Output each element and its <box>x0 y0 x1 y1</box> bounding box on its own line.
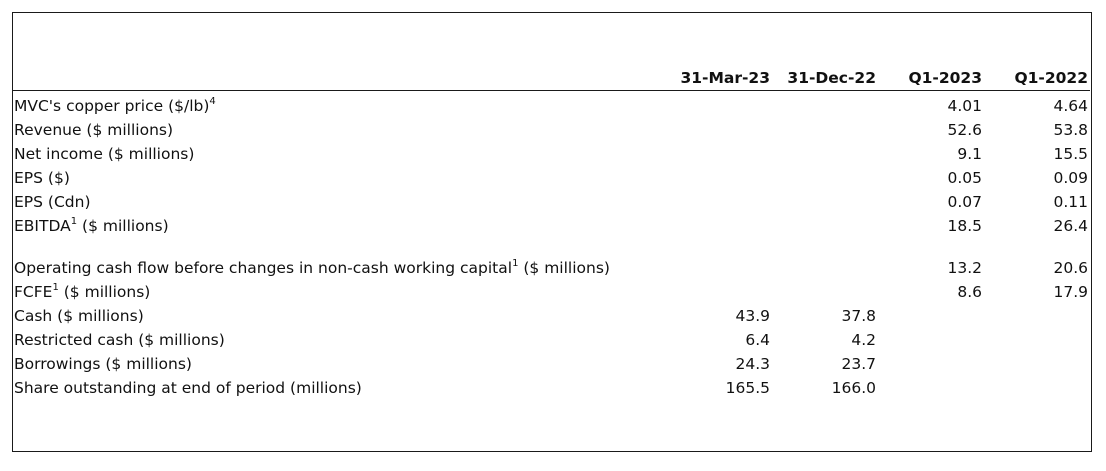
label-suffix: ($ millions) <box>58 282 151 301</box>
table-row <box>12 139 1090 163</box>
table-row <box>12 187 1090 211</box>
header-31-dec-22: 31-Dec-22 <box>772 12 878 90</box>
header-row <box>12 12 1090 90</box>
cell-31-dec-22: 166.0 <box>831 378 876 397</box>
cell-31-mar-23: 43.9 <box>735 306 770 325</box>
cell-31-dec-22 <box>772 115 878 139</box>
cell-31-mar-23 <box>672 139 772 163</box>
table-row <box>12 277 1090 301</box>
row-label: Restricted cash ($ millions) <box>14 330 225 349</box>
label-suffix: ($ millions) <box>77 216 169 235</box>
cell-q1-2023 <box>878 373 984 397</box>
cell-31-dec-22 <box>772 235 878 277</box>
row-label <box>12 277 672 301</box>
table-row <box>12 211 1090 235</box>
row-label: Net income ($ millions) <box>14 144 195 163</box>
cell-31-mar-23: 6.4 <box>745 330 770 349</box>
cell-31-mar-23 <box>672 211 772 235</box>
footnote-marker: 4 <box>209 95 216 107</box>
label-text: MVC's copper price ($/lb) <box>14 96 210 115</box>
header-label-cell <box>12 12 672 90</box>
cell-q1-2022: 4.64 <box>1053 96 1088 115</box>
label-text: FCFE <box>14 282 53 301</box>
cell-31-mar-23 <box>672 235 772 277</box>
cell-q1-2023 <box>878 301 984 325</box>
table-row <box>12 301 1090 325</box>
cell-q1-2022: 0.11 <box>1053 192 1088 211</box>
cell-q1-2023: 18.5 <box>947 216 982 235</box>
cell-q1-2022: 15.5 <box>1053 144 1088 163</box>
cell-q1-2022: 0.09 <box>1053 168 1088 187</box>
header-q1-2022: Q1-2022 <box>984 12 1090 90</box>
label-suffix: ($ millions) <box>518 258 610 277</box>
row-label <box>12 211 672 235</box>
cell-31-dec-22 <box>772 187 878 211</box>
header-31-mar-23: 31-Mar-23 <box>672 12 772 90</box>
cell-q1-2023: 9.1 <box>957 144 982 163</box>
cell-q1-2023: 4.01 <box>947 96 982 115</box>
cell-31-mar-23 <box>672 163 772 187</box>
table-row <box>12 325 1090 349</box>
cell-31-dec-22 <box>772 90 878 115</box>
table-row <box>12 349 1090 373</box>
cell-q1-2023 <box>878 325 984 349</box>
cell-q1-2023: 8.6 <box>957 282 982 301</box>
cell-31-dec-22: 23.7 <box>841 354 876 373</box>
cell-31-mar-23: 165.5 <box>725 378 770 397</box>
row-label: Cash ($ millions) <box>14 306 144 325</box>
cell-q1-2022 <box>984 325 1090 349</box>
cell-31-mar-23 <box>672 90 772 115</box>
row-label: Borrowings ($ millions) <box>14 354 192 373</box>
cell-31-mar-23: 24.3 <box>735 354 770 373</box>
financial-summary-table <box>12 12 1090 397</box>
cell-q1-2022: 53.8 <box>1053 120 1088 139</box>
table-row <box>12 235 1090 277</box>
row-label: EPS (Cdn) <box>14 192 91 211</box>
cell-31-mar-23 <box>672 115 772 139</box>
cell-31-dec-22: 4.2 <box>851 330 876 349</box>
cell-31-dec-22 <box>772 277 878 301</box>
cell-q1-2022 <box>984 349 1090 373</box>
table-row <box>12 373 1090 397</box>
cell-31-dec-22 <box>772 211 878 235</box>
cell-q1-2023: 0.07 <box>947 192 982 211</box>
header-q1-2023: Q1-2023 <box>878 12 984 90</box>
table-row <box>12 90 1090 115</box>
cell-q1-2022: 20.6 <box>1053 258 1088 277</box>
cell-31-dec-22 <box>772 163 878 187</box>
cell-q1-2023: 52.6 <box>947 120 982 139</box>
footnote-marker: 1 <box>512 257 519 269</box>
cell-q1-2022: 26.4 <box>1053 216 1088 235</box>
cell-q1-2023: 13.2 <box>947 258 982 277</box>
cell-q1-2022: 17.9 <box>1053 282 1088 301</box>
row-label: EPS ($) <box>14 168 70 187</box>
footnote-marker: 1 <box>70 215 78 227</box>
cell-31-dec-22: 37.8 <box>841 306 876 325</box>
cell-q1-2022 <box>984 373 1090 397</box>
footnote-marker: 1 <box>52 281 59 293</box>
cell-31-mar-23 <box>672 277 772 301</box>
cell-31-mar-23 <box>672 187 772 211</box>
row-label <box>12 235 672 277</box>
label-text: EBITDA <box>14 216 71 235</box>
table-row <box>12 163 1090 187</box>
row-label <box>12 90 672 115</box>
table-row <box>12 115 1090 139</box>
cell-q1-2022 <box>984 301 1090 325</box>
label-text: Operating cash flow before changes in non-cash working capital <box>14 258 513 277</box>
row-label: Share outstanding at end of period (millions) <box>14 378 362 397</box>
cell-q1-2023 <box>878 349 984 373</box>
row-label: Revenue ($ millions) <box>14 120 174 139</box>
cell-31-dec-22 <box>772 139 878 163</box>
cell-q1-2023: 0.05 <box>947 168 982 187</box>
